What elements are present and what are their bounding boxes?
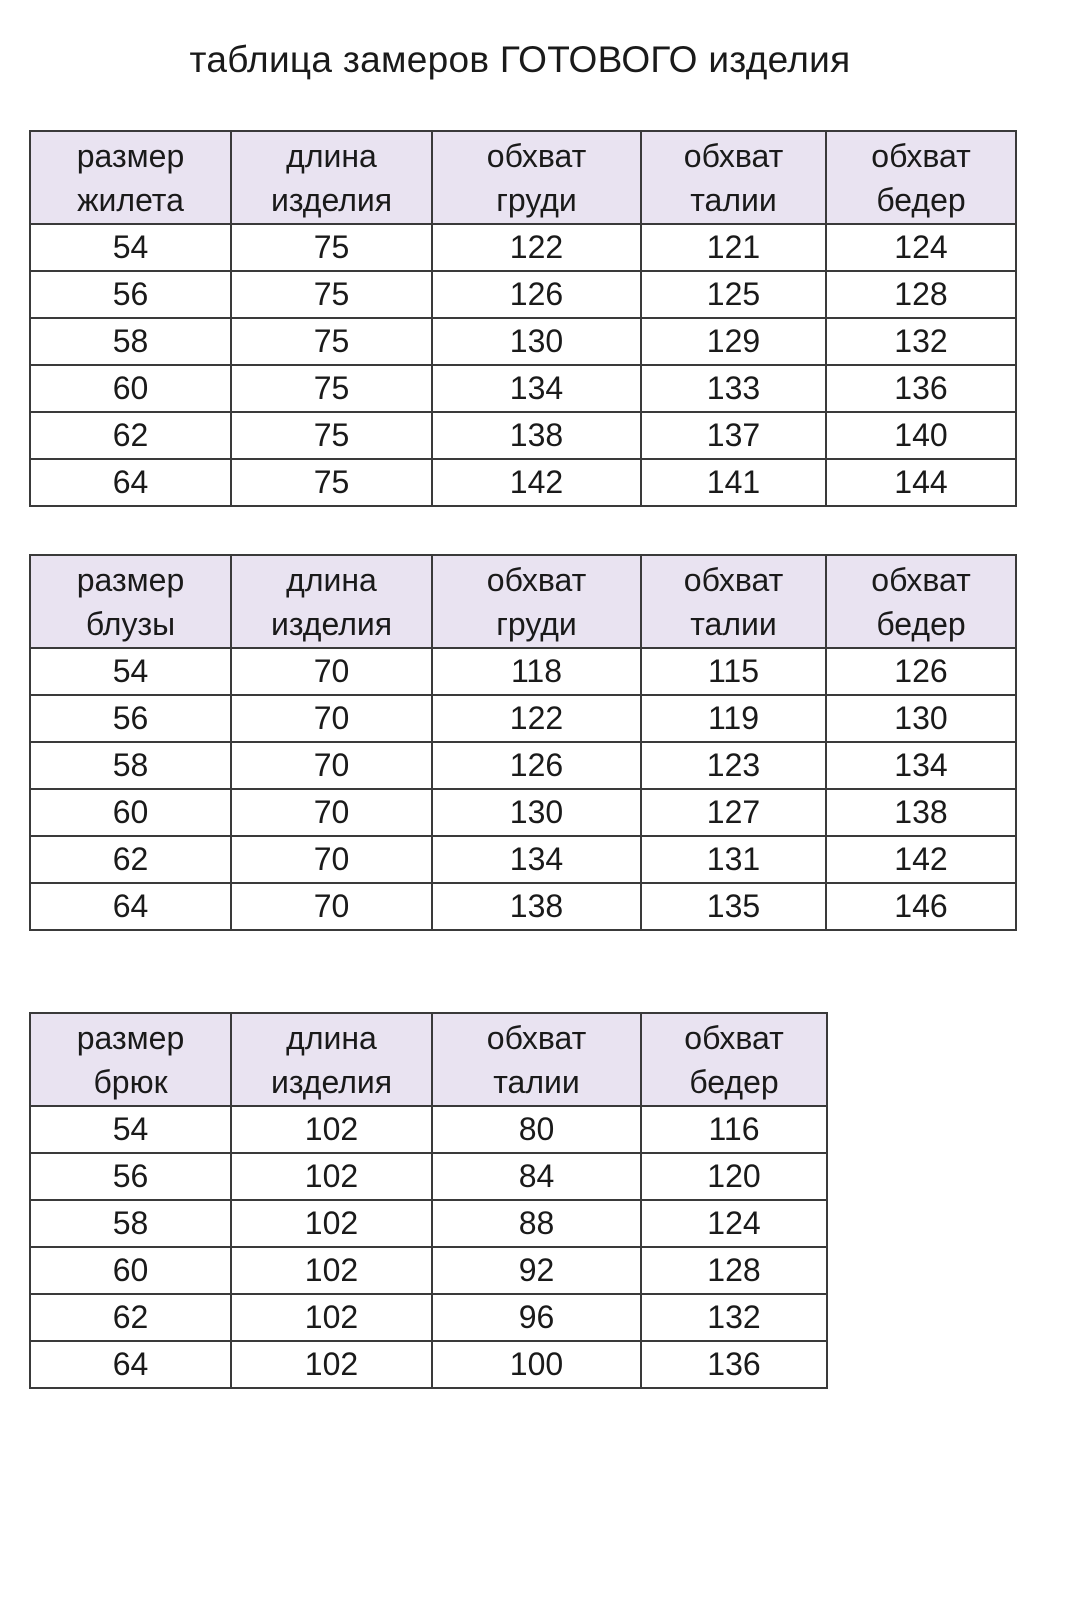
cell-chest: 126 xyxy=(432,742,641,789)
page-title: таблица замеров ГОТОВОГО изделия xyxy=(189,39,851,80)
cell-length: 70 xyxy=(231,836,432,883)
cell-size: 54 xyxy=(30,1106,231,1153)
header-chest: обхват груди xyxy=(432,555,641,648)
cell-size: 56 xyxy=(30,1153,231,1200)
cell-hips: 140 xyxy=(826,412,1016,459)
header-waist: обхват талии xyxy=(641,555,826,648)
cell-waist: 137 xyxy=(641,412,826,459)
cell-length: 102 xyxy=(231,1294,432,1341)
cell-chest: 142 xyxy=(432,459,641,506)
table-row xyxy=(30,271,1016,318)
cell-length: 70 xyxy=(231,742,432,789)
cell-waist: 80 xyxy=(432,1106,641,1153)
cell-chest: 122 xyxy=(432,224,641,271)
cell-waist: 127 xyxy=(641,789,826,836)
cell-size: 62 xyxy=(30,412,231,459)
table-header-row xyxy=(30,131,1016,224)
cell-hips: 126 xyxy=(826,648,1016,695)
header-size: размер жилета xyxy=(30,131,231,224)
cell-waist: 133 xyxy=(641,365,826,412)
cell-chest: 134 xyxy=(432,836,641,883)
cell-hips: 116 xyxy=(641,1106,827,1153)
cell-length: 75 xyxy=(231,271,432,318)
header-length: длина изделия xyxy=(231,131,432,224)
cell-chest: 138 xyxy=(432,412,641,459)
cell-hips: 128 xyxy=(826,271,1016,318)
cell-length: 102 xyxy=(231,1247,432,1294)
cell-waist: 141 xyxy=(641,459,826,506)
cell-hips: 130 xyxy=(826,695,1016,742)
cell-waist: 100 xyxy=(432,1341,641,1388)
cell-waist: 84 xyxy=(432,1153,641,1200)
table-row xyxy=(30,412,1016,459)
table-row xyxy=(30,648,1016,695)
cell-waist: 88 xyxy=(432,1200,641,1247)
vest-size-table xyxy=(29,130,1017,507)
cell-size: 60 xyxy=(30,1247,231,1294)
cell-size: 62 xyxy=(30,1294,231,1341)
cell-length: 102 xyxy=(231,1106,432,1153)
cell-waist: 131 xyxy=(641,836,826,883)
cell-hips: 146 xyxy=(826,883,1016,930)
cell-hips: 124 xyxy=(826,224,1016,271)
cell-chest: 130 xyxy=(432,789,641,836)
header-waist: обхват талии xyxy=(432,1013,641,1106)
cell-waist: 135 xyxy=(641,883,826,930)
cell-size: 64 xyxy=(30,459,231,506)
cell-waist: 123 xyxy=(641,742,826,789)
cell-waist: 125 xyxy=(641,271,826,318)
cell-waist: 119 xyxy=(641,695,826,742)
cell-length: 102 xyxy=(231,1341,432,1388)
table-row xyxy=(30,1153,827,1200)
cell-length: 75 xyxy=(231,412,432,459)
cell-hips: 132 xyxy=(826,318,1016,365)
header-size: размер брюк xyxy=(30,1013,231,1106)
cell-size: 60 xyxy=(30,365,231,412)
cell-chest: 138 xyxy=(432,883,641,930)
cell-length: 102 xyxy=(231,1200,432,1247)
table-row xyxy=(30,695,1016,742)
cell-waist: 129 xyxy=(641,318,826,365)
table-row xyxy=(30,1341,827,1388)
cell-size: 54 xyxy=(30,648,231,695)
cell-waist: 115 xyxy=(641,648,826,695)
cell-hips: 136 xyxy=(641,1341,827,1388)
table-row xyxy=(30,318,1016,365)
cell-hips: 124 xyxy=(641,1200,827,1247)
table-header-row xyxy=(30,555,1016,648)
cell-hips: 128 xyxy=(641,1247,827,1294)
header-hips: обхват бедер xyxy=(826,131,1016,224)
cell-size: 56 xyxy=(30,271,231,318)
table-row xyxy=(30,365,1016,412)
cell-hips: 138 xyxy=(826,789,1016,836)
cell-hips: 120 xyxy=(641,1153,827,1200)
table-header-row xyxy=(30,1013,827,1106)
cell-size: 58 xyxy=(30,1200,231,1247)
cell-length: 70 xyxy=(231,789,432,836)
table-row xyxy=(30,883,1016,930)
cell-size: 64 xyxy=(30,1341,231,1388)
cell-length: 70 xyxy=(231,648,432,695)
header-waist: обхват талии xyxy=(641,131,826,224)
cell-size: 56 xyxy=(30,695,231,742)
cell-chest: 126 xyxy=(432,271,641,318)
cell-size: 64 xyxy=(30,883,231,930)
header-chest: обхват груди xyxy=(432,131,641,224)
cell-hips: 132 xyxy=(641,1294,827,1341)
cell-length: 75 xyxy=(231,224,432,271)
cell-chest: 134 xyxy=(432,365,641,412)
cell-hips: 134 xyxy=(826,742,1016,789)
trousers-size-table xyxy=(29,1012,828,1389)
header-length: длина изделия xyxy=(231,1013,432,1106)
cell-waist: 96 xyxy=(432,1294,641,1341)
cell-length: 70 xyxy=(231,883,432,930)
table-row xyxy=(30,1294,827,1341)
cell-waist: 92 xyxy=(432,1247,641,1294)
cell-size: 60 xyxy=(30,789,231,836)
cell-length: 70 xyxy=(231,695,432,742)
cell-chest: 122 xyxy=(432,695,641,742)
table-row xyxy=(30,789,1016,836)
table-row xyxy=(30,836,1016,883)
table-row xyxy=(30,1106,827,1153)
cell-size: 62 xyxy=(30,836,231,883)
header-length: длина изделия xyxy=(231,555,432,648)
header-size: размер блузы xyxy=(30,555,231,648)
header-hips: обхват бедер xyxy=(641,1013,827,1106)
header-hips: обхват бедер xyxy=(826,555,1016,648)
cell-length: 75 xyxy=(231,365,432,412)
cell-length: 75 xyxy=(231,459,432,506)
table-row xyxy=(30,459,1016,506)
cell-size: 58 xyxy=(30,318,231,365)
cell-size: 54 xyxy=(30,224,231,271)
table-row xyxy=(30,742,1016,789)
blouse-size-table xyxy=(29,554,1017,931)
table-row xyxy=(30,1200,827,1247)
cell-hips: 142 xyxy=(826,836,1016,883)
cell-length: 102 xyxy=(231,1153,432,1200)
cell-hips: 136 xyxy=(826,365,1016,412)
cell-chest: 130 xyxy=(432,318,641,365)
table-row xyxy=(30,224,1016,271)
cell-length: 75 xyxy=(231,318,432,365)
cell-size: 58 xyxy=(30,742,231,789)
cell-waist: 121 xyxy=(641,224,826,271)
cell-chest: 118 xyxy=(432,648,641,695)
table-row xyxy=(30,1247,827,1294)
cell-hips: 144 xyxy=(826,459,1016,506)
